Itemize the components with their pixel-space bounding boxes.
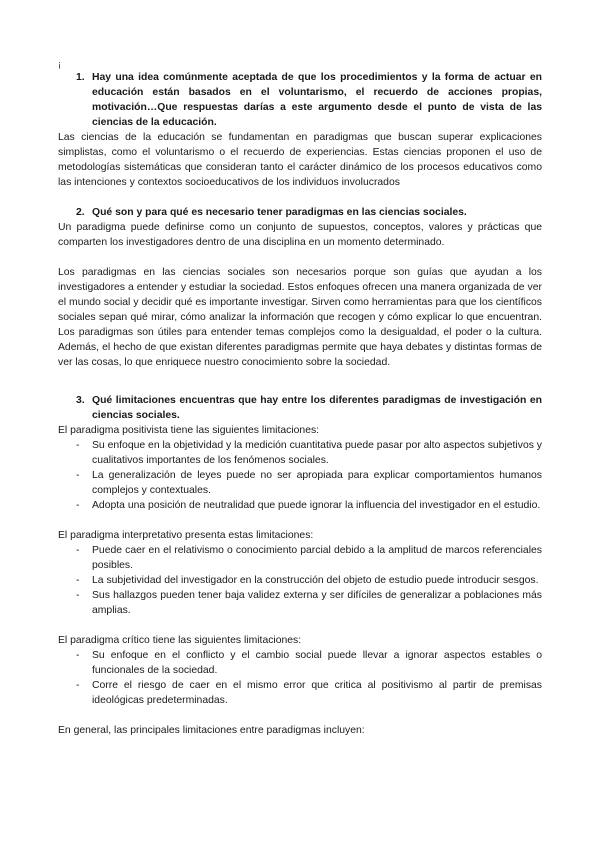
bullet: - <box>76 470 80 481</box>
list-item: - Puede caer en el relativismo o conocimiento parcial debido a la amplitud de marcos referenciales posibles. <box>58 543 542 573</box>
question-1 <box>58 70 542 130</box>
bullet: - <box>76 650 80 661</box>
question-1-text: Hay una idea comúnmente aceptada de que los procedimientos y la forma de actuar en educación están basados en el voluntarismo, el recuerdo de acciones propias, motivación…Que respuestas darías a este argumento desde el punto de vista de las ciencias de la educación. <box>92 72 542 128</box>
question-1-number: 1. <box>76 72 85 83</box>
critico-intro: El paradigma crítico tiene las siguientes limitaciones: <box>58 635 302 646</box>
bullet: - <box>76 440 80 451</box>
list-item: - Su enfoque en el conflicto y el cambio social puede llevar a ignorar aspectos estables o funcionales de la sociedad. <box>58 648 542 678</box>
positivista-list <box>58 438 542 513</box>
interpretativo-intro: El paradigma interpretativo presenta estas limitaciones: <box>58 530 314 541</box>
bullet: - <box>76 545 80 556</box>
question-3 <box>58 393 542 423</box>
document-page <box>58 58 542 738</box>
stray-mark: ¡ <box>58 59 61 69</box>
bullet: - <box>76 680 80 691</box>
question-3-text: Qué limitaciones encuentras que hay entre los diferentes paradigmas de investigación en ciencias sociales. <box>92 395 542 421</box>
bullet: - <box>76 500 80 511</box>
closing-line: En general, las principales limitaciones entre paradigmas incluyen: <box>58 725 365 736</box>
positivista-intro: El paradigma positivista tiene las siguientes limitaciones: <box>58 425 320 436</box>
question-2-text: Qué son y para qué es necesario tener paradigmas en las ciencias sociales. <box>92 207 467 218</box>
question-3-number: 3. <box>76 395 85 406</box>
list-item: - Su enfoque en la objetividad y la medición cuantitativa puede pasar por alto aspectos subjetivos y cualitativos importantes de los fenómenos sociales. <box>58 438 542 468</box>
list-item: - La subjetividad del investigador en la construcción del objeto de estudio puede introducir sesgos. <box>58 573 542 588</box>
bullet: - <box>76 590 80 601</box>
question-2 <box>58 205 542 220</box>
question-2-number: 2. <box>76 207 85 218</box>
list-item: - La generalización de leyes puede no ser apropiada para explicar comportamientos humanos complejos y contextuales. <box>58 468 542 498</box>
answer-2-necessity: Los paradigmas en las ciencias sociales son necesarios porque son guías que ayudan a los investigadores a entender y estudiar la sociedad. Estos enfoques ofrecen una manera organizada de ver el mundo social y decidir qué es importante investigar. Sirven como herramientas para que los científicos sociales sepan qué mirar, cómo analizar la información que recogen y cómo explicar lo que encuentran. Los paradigmas son útiles para entender temas complejos como la desigualdad, el poder o la cultura. Además, el hecho de que existan diferentes paradigmas permite que haya debates y distintas formas de ver las cosas, lo que enriquece nuestro conocimiento sobre la sociedad. <box>58 267 542 368</box>
answer-1: Las ciencias de la educación se fundamentan en paradigmas que buscan superar explicaciones simplistas, como el voluntarismo o el recuerdo de experiencias. Estas ciencias proponen el uso de metodologías sistemáticas que consideran tanto el carácter dinámico de los procesos educativos como las intenciones y contextos socioeducativos de los individuos involucrados <box>58 132 542 188</box>
list-item: - Corre el riesgo de caer en el mismo error que critica al positivismo al partir de premisas ideológicas predeterminadas. <box>58 678 542 708</box>
critico-list <box>58 648 542 708</box>
bullet: - <box>76 575 80 586</box>
list-item: - Adopta una posición de neutralidad que puede ignorar la influencia del investigador en el estudio. <box>58 498 542 513</box>
answer-2-definition: Un paradigma puede definirse como un conjunto de supuestos, conceptos, valores y prácticas que comparten los investigadores dentro de una disciplina en un momento determinado. <box>58 222 542 248</box>
list-item: - Sus hallazgos pueden tener baja validez externa y ser difíciles de generalizar a poblaciones más amplias. <box>58 588 542 618</box>
interpretativo-list <box>58 543 542 618</box>
